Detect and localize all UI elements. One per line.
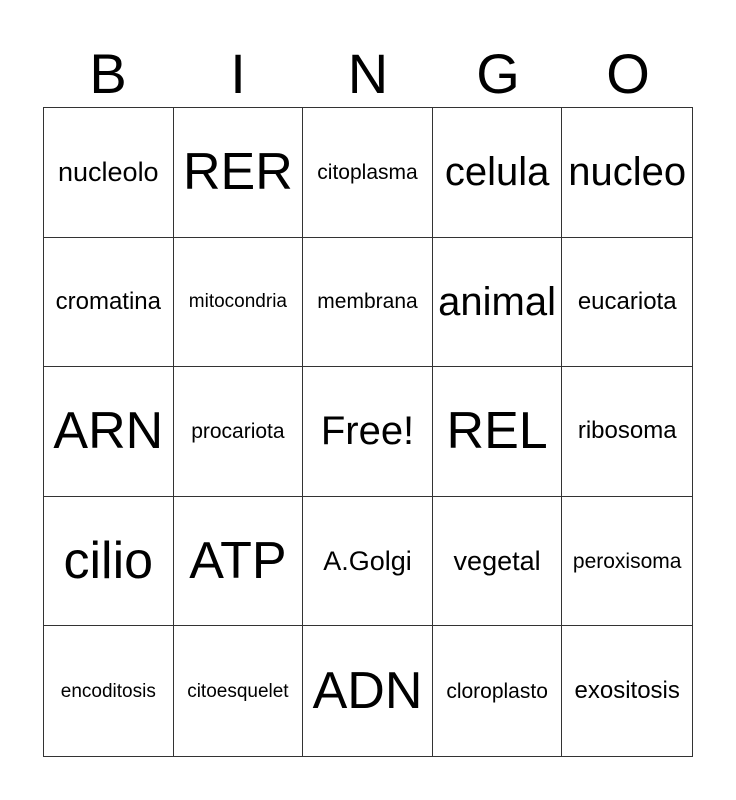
- cell-label: procariota: [191, 419, 285, 443]
- bingo-cell[interactable]: [562, 367, 692, 497]
- bingo-cell[interactable]: [174, 238, 304, 368]
- cell-label: REL: [446, 402, 548, 461]
- cell-label: citoplasma: [317, 160, 418, 184]
- bingo-cell[interactable]: [303, 108, 433, 238]
- cell-label: encoditosis: [60, 680, 156, 702]
- cell-label: ARN: [53, 402, 164, 461]
- free-space-cell[interactable]: [303, 367, 433, 497]
- cell-label: cilio: [63, 532, 154, 591]
- bingo-cell[interactable]: [44, 238, 174, 368]
- cell-label: celula: [444, 150, 550, 195]
- bingo-cell[interactable]: [303, 238, 433, 368]
- bingo-cell[interactable]: [562, 238, 692, 368]
- bingo-cell[interactable]: [433, 238, 563, 368]
- cell-label: RER: [182, 143, 293, 202]
- bingo-board: [43, 107, 693, 757]
- cell-label: animal: [438, 279, 557, 324]
- header-letter-g: G: [476, 42, 520, 105]
- cell-label: Free!: [320, 409, 415, 454]
- bingo-cell[interactable]: [174, 108, 304, 238]
- cell-label: cromatina: [55, 287, 161, 315]
- header-letter-n: N: [347, 42, 389, 105]
- bingo-cell[interactable]: [433, 108, 563, 238]
- bingo-cell[interactable]: [562, 626, 692, 756]
- cell-label: exositosis: [574, 677, 680, 705]
- bingo-cell[interactable]: [174, 367, 304, 497]
- header-letter-b: B: [89, 42, 127, 105]
- bingo-cell[interactable]: [303, 497, 433, 627]
- bingo-header: [43, 40, 693, 108]
- bingo-cell[interactable]: [174, 497, 304, 627]
- cell-label: nucleo: [568, 150, 687, 195]
- cell-label: ADN: [312, 662, 423, 721]
- cell-label: A.Golgi: [323, 545, 412, 576]
- cell-label: ATP: [189, 532, 287, 591]
- bingo-cell[interactable]: [562, 108, 692, 238]
- cell-label: cloroplasto: [446, 679, 548, 703]
- bingo-cell[interactable]: [44, 367, 174, 497]
- cell-label: peroxisoma: [572, 549, 682, 573]
- cell-label: ribosoma: [577, 417, 677, 445]
- bingo-cell[interactable]: [303, 626, 433, 756]
- bingo-cell[interactable]: [174, 626, 304, 756]
- cell-label: eucariota: [577, 287, 677, 315]
- cell-label: membrana: [317, 290, 418, 314]
- cell-label: citoesquelet: [187, 680, 289, 702]
- bingo-cell[interactable]: [44, 108, 174, 238]
- bingo-cell[interactable]: [44, 497, 174, 627]
- bingo-cell[interactable]: [44, 626, 174, 756]
- cell-label: nucleolo: [58, 156, 159, 187]
- cell-label: mitocondria: [188, 291, 287, 313]
- bingo-cell[interactable]: [433, 626, 563, 756]
- bingo-cell[interactable]: [433, 367, 563, 497]
- header-letter-i: I: [230, 42, 246, 105]
- header-letter-o: O: [606, 42, 650, 105]
- bingo-cell[interactable]: [562, 497, 692, 627]
- bingo-cell[interactable]: [433, 497, 563, 627]
- cell-label: vegetal: [453, 545, 541, 576]
